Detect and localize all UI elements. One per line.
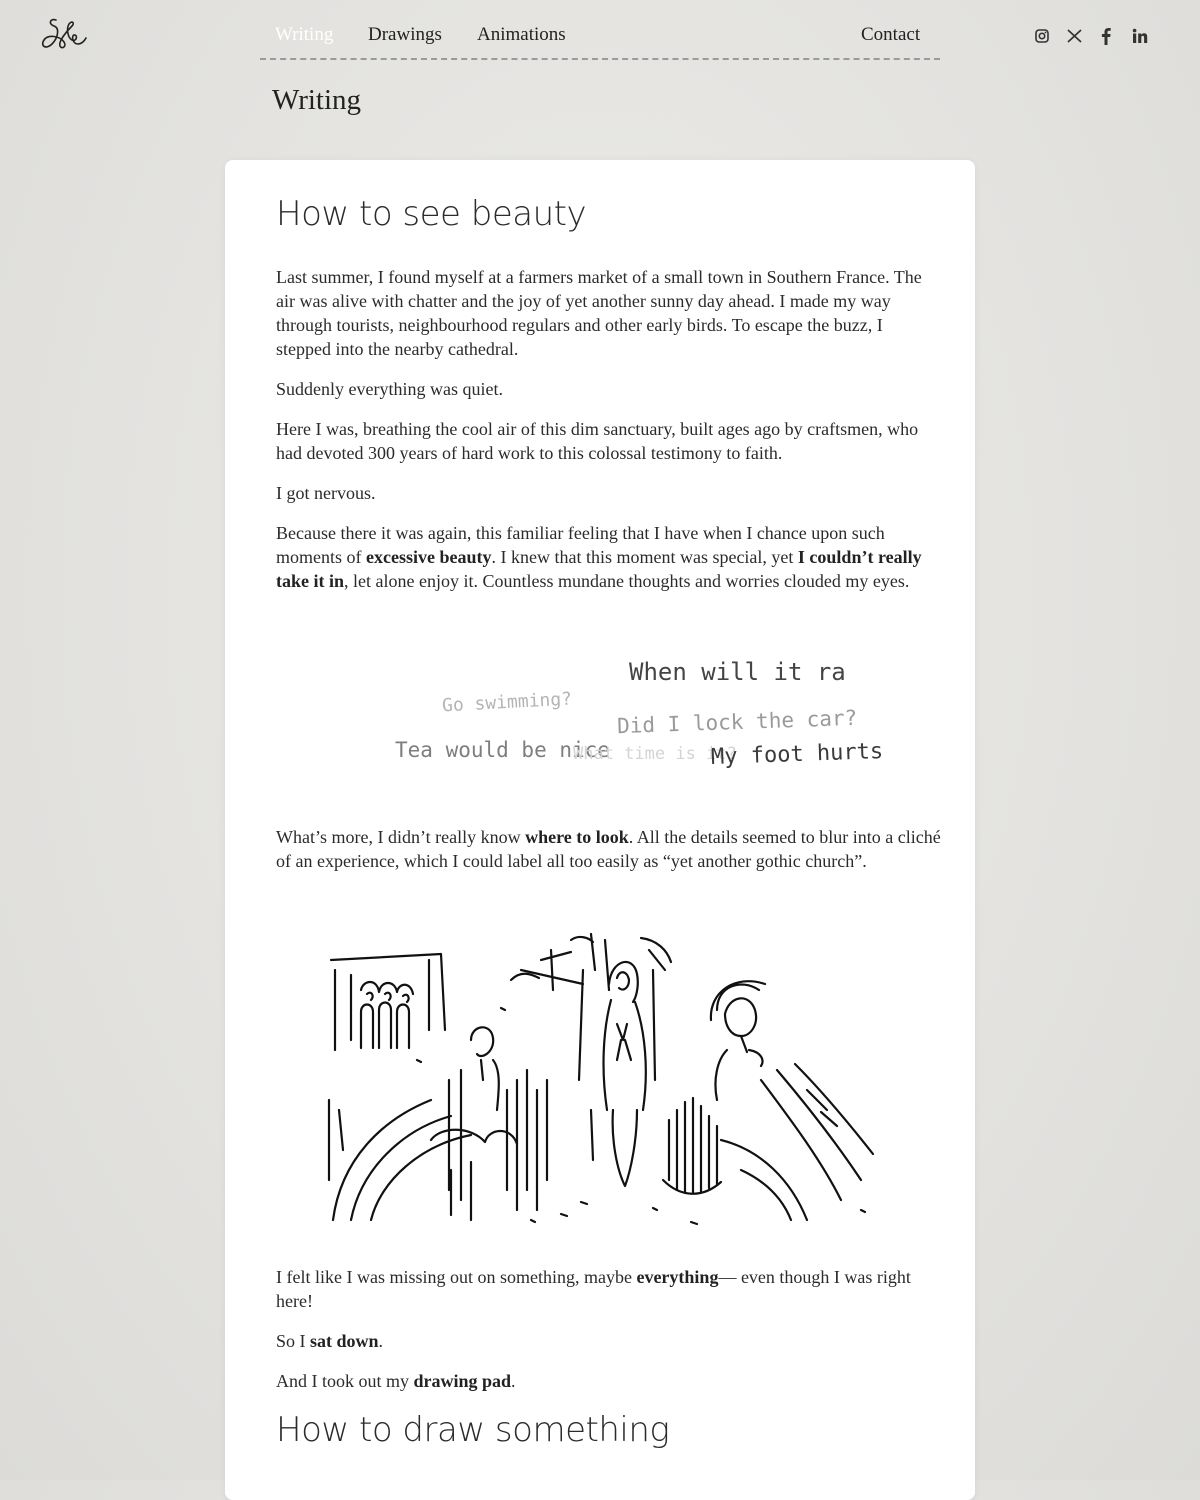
nav-writing-link[interactable]: Writing [275, 24, 334, 45]
thought-text: When will it ra [629, 658, 846, 686]
article-paragraph: And I took out my drawing pad. [276, 1371, 516, 1391]
linkedin-link[interactable] [1130, 26, 1150, 46]
thought-text: What time is it? [573, 744, 737, 764]
nav-drawings-link[interactable]: Drawings [368, 24, 442, 45]
facebook-link[interactable] [1096, 26, 1116, 46]
site-logo[interactable] [38, 14, 90, 58]
article-paragraph: I got nervous. [276, 483, 376, 503]
article-paragraph: Suddenly everything was quiet. [276, 379, 503, 399]
article-paragraph: Last summer, I found myself at a farmers market of a small town in Southern France. The air was alive with chatter and the joy of yet another sunny day ahead. I made my way through tourists, neighbourhood regulars and other early birds. To escape the buzz, I stepped into the nearby cathedral. [276, 267, 922, 359]
cathedral-drawing-icon [321, 930, 891, 1230]
article-card [225, 160, 975, 1500]
article-title: How to see beauty [276, 194, 587, 234]
nav-contact-link[interactable]: Contact [861, 24, 921, 45]
article-paragraph: I felt like I was missing out on something, maybe everything— even though I was right here! [276, 1267, 911, 1311]
article-subtitle: How to draw something [276, 1410, 670, 1450]
page-title: Writing [272, 84, 362, 116]
linkedin-icon [1132, 28, 1148, 44]
thought-text: Tea would be nice [395, 738, 610, 762]
article-paragraph: What’s more, I didn’t really know where to look. All the details seemed to blur into a cliché of an experience, which I could label all too easily as “yet another gothic church”. [276, 827, 941, 871]
thought-text: Did I lock the car? [616, 705, 858, 739]
thoughts-illustration [385, 648, 884, 788]
thought-text: Go swimming? [441, 688, 573, 717]
signature-logo-icon [38, 14, 90, 58]
article-paragraph: Here I was, breathing the cool air of this dim sanctuary, built ages ago by craftsmen, who had devoted 300 years of hard work to this colossal testimony to faith. [276, 419, 919, 463]
article-paragraph: Because there it was again, this familiar feeling that I have when I chance upon such moments of excessive beauty. I knew that this moment was special, yet I couldn’t really take it in, let alone enjoy it. Countless mundane thoughts and worries clouded my eyes. [276, 523, 922, 591]
instagram-icon [1035, 29, 1049, 43]
cathedral-sketch [321, 930, 891, 1230]
main-navigation [260, 22, 940, 60]
article-paragraph: So I sat down. [276, 1331, 384, 1351]
x-link[interactable] [1064, 26, 1084, 46]
facebook-icon [1100, 27, 1112, 45]
instagram-link[interactable] [1032, 26, 1052, 46]
x-icon [1067, 29, 1082, 43]
thought-text: My foot hurts [710, 739, 884, 770]
nav-animations-link[interactable]: Animations [477, 24, 566, 45]
